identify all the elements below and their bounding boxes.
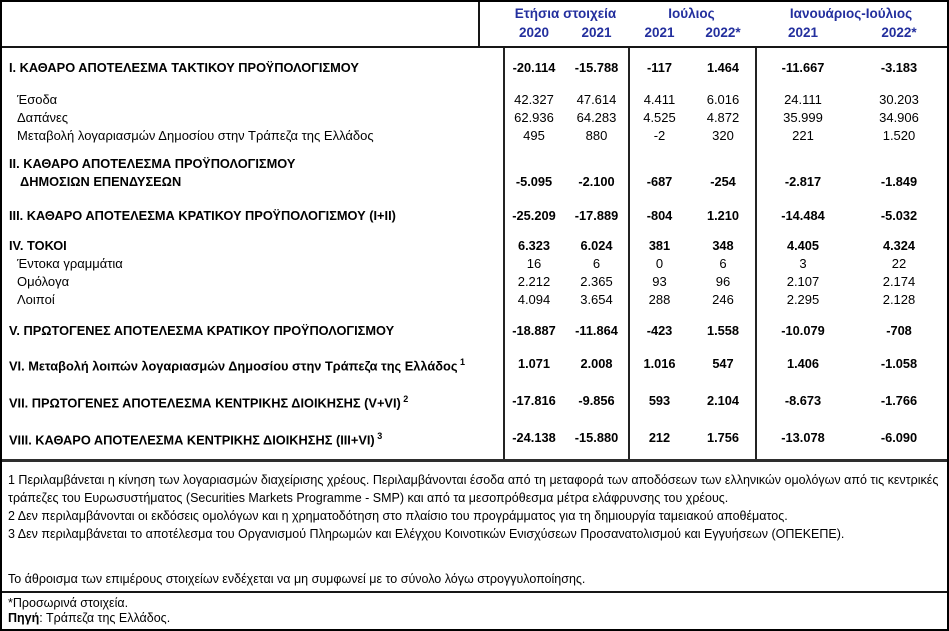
cell-value: 1.071 bbox=[517, 356, 551, 371]
cell-value: 6.016 bbox=[706, 92, 740, 107]
table-row bbox=[2, 291, 947, 309]
cell-value: 1.756 bbox=[706, 430, 740, 445]
footnote-2: 2 Δεν περιλαμβάνονται οι εκδόσεις ομολόγων και η χρηματοδότηση στο πλαίσιο του προγράμματος για τη δημιουργία ταμειακού αποθέματος. bbox=[8, 509, 788, 523]
cell-value: 2.212 bbox=[517, 274, 551, 289]
cell-value: 30.203 bbox=[879, 92, 919, 107]
table-row bbox=[2, 207, 947, 225]
cell-value: 1.016 bbox=[643, 356, 676, 371]
cell-value: 2.128 bbox=[882, 292, 916, 307]
cell-value: 2.107 bbox=[786, 274, 820, 289]
cell-value: 221 bbox=[792, 128, 814, 143]
row-label: IV. ΤΟΚΟΙ bbox=[9, 238, 67, 253]
cell-value: -423 bbox=[646, 323, 673, 338]
table-row bbox=[2, 127, 947, 145]
cell-value: 495 bbox=[523, 128, 545, 143]
cell-value: 288 bbox=[648, 292, 671, 307]
header-bottom-rule bbox=[2, 46, 947, 48]
year-col-6: 2022* bbox=[881, 25, 917, 40]
source-line bbox=[8, 611, 941, 626]
header-spacer bbox=[2, 24, 503, 42]
cell-value: 6 bbox=[592, 256, 601, 271]
row-label: Έντοκα γραμμάτια bbox=[17, 256, 123, 271]
footnotes-block bbox=[2, 464, 947, 588]
cell-value: 4.324 bbox=[882, 238, 916, 253]
year-col-1: 2020 bbox=[518, 25, 550, 40]
cell-value: 1.520 bbox=[882, 128, 916, 143]
cell-value: 381 bbox=[648, 238, 671, 253]
cell-value: -687 bbox=[646, 174, 673, 189]
source-block bbox=[2, 594, 947, 628]
source-label: Πηγή bbox=[8, 611, 40, 625]
cell-value: 6.323 bbox=[517, 238, 551, 253]
cell-value: 1.210 bbox=[706, 208, 740, 223]
cell-value: -15.880 bbox=[574, 430, 619, 445]
table-row bbox=[2, 91, 947, 109]
cell-value: -24.138 bbox=[512, 430, 556, 445]
table-rows bbox=[2, 50, 947, 447]
table-row bbox=[2, 155, 947, 191]
cell-value: 246 bbox=[712, 292, 734, 307]
table-row bbox=[2, 59, 947, 77]
cell-value: -13.078 bbox=[781, 430, 825, 445]
table-bottom-rule bbox=[2, 459, 947, 462]
cell-value: 3.654 bbox=[580, 292, 613, 307]
cell-value: 212 bbox=[648, 430, 671, 445]
table-row bbox=[2, 355, 947, 373]
cell-value: -2.100 bbox=[578, 174, 615, 189]
row-label: Ομόλογα bbox=[17, 274, 70, 289]
cell-value: -20.114 bbox=[512, 60, 556, 75]
cell-value: -25.209 bbox=[512, 208, 556, 223]
table-row bbox=[2, 392, 947, 410]
cell-value: 1.464 bbox=[706, 60, 740, 75]
cell-value: -17.816 bbox=[512, 393, 556, 408]
cell-value: 593 bbox=[648, 393, 671, 408]
cell-value: 24.111 bbox=[784, 92, 822, 107]
cell-value: 2.008 bbox=[580, 356, 613, 371]
row-label: III. ΚΑΘΑΡΟ ΑΠΟΤΕΛΕΣΜΑ ΚΡΑΤΙΚΟΥ ΠΡΟΫΠΟΛΟΓΙΣΜΟΥ (I+II) bbox=[9, 208, 396, 223]
cell-value: 6 bbox=[719, 256, 727, 271]
cell-value: 34.906 bbox=[879, 110, 919, 125]
header-year-row bbox=[2, 24, 947, 42]
cell-value: -1.058 bbox=[880, 356, 918, 371]
cell-value: -15.788 bbox=[574, 60, 619, 75]
header-group-row bbox=[2, 2, 947, 23]
header-group-annual: Ετήσια στοιχεία bbox=[514, 6, 617, 21]
cell-value: -2.817 bbox=[784, 174, 822, 189]
cell-value: 4.405 bbox=[786, 238, 820, 253]
cell-value: 35.999 bbox=[783, 110, 823, 125]
cell-value: 1.406 bbox=[786, 356, 820, 371]
header-group-july: Ιούλιος bbox=[668, 6, 715, 21]
cell-value: 880 bbox=[585, 128, 608, 143]
cell-value: 96 bbox=[715, 274, 731, 289]
row-label: VI. Μεταβολή λοιπών λογαριασμών Δημοσίου στην Τράπεζα της Ελλάδος $^1$ bbox=[9, 356, 465, 374]
cell-value: 4.094 bbox=[517, 292, 551, 307]
cell-value: -11.667 bbox=[781, 60, 825, 75]
footnote-1: 1 Περιλαμβάνεται η κίνηση των λογαριασμών διαχείρισης χρέους. Περιλαμβάνονται έσοδα από τη μεταφορά των αποδόσεων των ελληνικών ομολόγων από τις κεντρικές τράπεζες του Ευρωσυστήματος (Securities Markets Programme - SMP) και από τα μεσοπρόθεσμα μέτρα ελάφρυνσης του χρέους. bbox=[8, 473, 939, 505]
table-row bbox=[2, 322, 947, 340]
table-row bbox=[2, 255, 947, 273]
cell-value: -5.032 bbox=[880, 208, 918, 223]
cell-value: -2 bbox=[653, 128, 666, 143]
cell-value: -254 bbox=[710, 174, 736, 189]
cell-value: 0 bbox=[655, 256, 664, 271]
table-row bbox=[2, 273, 947, 291]
header-column-separator bbox=[478, 2, 480, 46]
row-label: V. ΠΡΩΤΟΓΕΝΕΣ ΑΠΟΤΕΛΕΣΜΑ ΚΡΑΤΙΚΟΥ ΠΡΟΫΠΟΛΟΓΙΣΜΟΥ bbox=[9, 323, 395, 338]
row-label: Έσοδα bbox=[17, 92, 58, 107]
row-label: Δαπάνες bbox=[17, 110, 69, 125]
cell-value: 4.872 bbox=[706, 110, 740, 125]
table-row bbox=[2, 237, 947, 255]
cell-value: 2.295 bbox=[786, 292, 820, 307]
cell-value: 3 bbox=[799, 256, 807, 271]
row-label: VIII. ΚΑΘΑΡΟ ΑΠΟΤΕΛΕΣΜΑ ΚΕΝΤΡΙΚΗΣ ΔΙΟΙΚΗΣΗΣ (III+VI) $^3$ bbox=[9, 430, 383, 448]
cell-value: 547 bbox=[712, 356, 734, 371]
cell-value: 22 bbox=[891, 256, 907, 271]
row-label: Λοιποί bbox=[17, 292, 55, 307]
cell-value: 348 bbox=[712, 238, 734, 253]
cell-value: -6.090 bbox=[880, 430, 918, 445]
provisional-note: *Προσωρινά στοιχεία. bbox=[8, 596, 129, 610]
cell-value: 2.174 bbox=[882, 274, 916, 289]
table-row bbox=[2, 429, 947, 447]
cell-value: 93 bbox=[652, 274, 667, 289]
year-col-2: 2021 bbox=[581, 25, 612, 40]
cell-value: -1.766 bbox=[880, 393, 918, 408]
cell-value: -17.889 bbox=[574, 208, 619, 223]
cell-value: 1.558 bbox=[706, 323, 740, 338]
cell-value: -11.864 bbox=[575, 323, 618, 338]
cell-value: -10.079 bbox=[781, 323, 825, 338]
row-label: VII. ΠΡΩΤΟΓΕΝΕΣ ΑΠΟΤΕΛΕΣΜΑ ΚΕΝΤΡΙΚΗΣ ΔΙΟΙΚΗΣΗΣ (V+VI) $^2$ bbox=[9, 393, 409, 411]
cell-value: 64.283 bbox=[576, 110, 617, 125]
year-col-3: 2021 bbox=[644, 25, 675, 40]
table-row bbox=[2, 109, 947, 127]
cell-value: -9.856 bbox=[578, 393, 615, 408]
cell-value: -804 bbox=[646, 208, 673, 223]
row-label: Μεταβολή λογαριασμών Δημοσίου στην Τράπεζα της Ελλάδος bbox=[17, 128, 374, 143]
table-header bbox=[2, 2, 947, 46]
cell-value: -1.849 bbox=[880, 174, 918, 189]
cell-value: 2.365 bbox=[580, 274, 613, 289]
cell-value: -3.183 bbox=[880, 60, 918, 75]
cell-value: -8.673 bbox=[784, 393, 822, 408]
cell-value: 42.327 bbox=[514, 92, 554, 107]
cell-value: 6.024 bbox=[580, 238, 613, 253]
cell-value: -117 bbox=[647, 60, 672, 75]
source-text: : Τράπεζα της Ελλάδος. bbox=[39, 611, 171, 625]
cell-value: 4.525 bbox=[643, 110, 676, 125]
header-group-jan-jul: Ιανουάριος-Ιούλιος bbox=[789, 6, 913, 21]
year-col-5: 2021 bbox=[787, 25, 819, 40]
cell-value: 47.614 bbox=[576, 92, 617, 107]
cell-value: -14.484 bbox=[781, 208, 825, 223]
cell-value: 62.936 bbox=[514, 110, 554, 125]
cell-value: -708 bbox=[886, 323, 912, 338]
rounding-note: Το άθροισμα των επιμέρους στοιχείων ενδέχεται να μη συμφωνεί με το σύνολο λόγω στρογγυλοποίησης. bbox=[8, 572, 586, 586]
cell-value: -5.095 bbox=[515, 174, 553, 189]
year-col-4: 2022* bbox=[705, 25, 741, 40]
footnote-3: 3 Δεν περιλαμβάνεται το αποτέλεσμα του Οργανισμού Πληρωμών και Ελέγχου Κοινοτικών Ενισχύσεων Προσανατολισμού και Εγγυήσεων (ΟΠΕΚΕΠΕ). bbox=[8, 527, 845, 541]
row-label: I. ΚΑΘΑΡΟ ΑΠΟΤΕΛΕΣΜΑ ΤΑΚΤΙΚΟΥ ΠΡΟΫΠΟΛΟΓΙΣΜΟΥ bbox=[9, 60, 359, 75]
cell-value: 320 bbox=[712, 128, 734, 143]
cell-value: 4.411 bbox=[643, 92, 676, 107]
cell-value: -18.887 bbox=[512, 323, 556, 338]
row-label: II. ΚΑΘΑΡΟ ΑΠΟΤΕΛΕΣΜΑ ΠΡΟΫΠΟΛΟΓΙΣΜΟΥ ΔΗΜΟΣΙΩΝ ΕΠΕΝΔΥΣΕΩΝ bbox=[9, 156, 296, 189]
header-spacer bbox=[2, 5, 503, 23]
cell-value: 16 bbox=[526, 256, 542, 271]
cell-value: 2.104 bbox=[706, 393, 740, 408]
notes-separator-rule bbox=[2, 591, 947, 593]
